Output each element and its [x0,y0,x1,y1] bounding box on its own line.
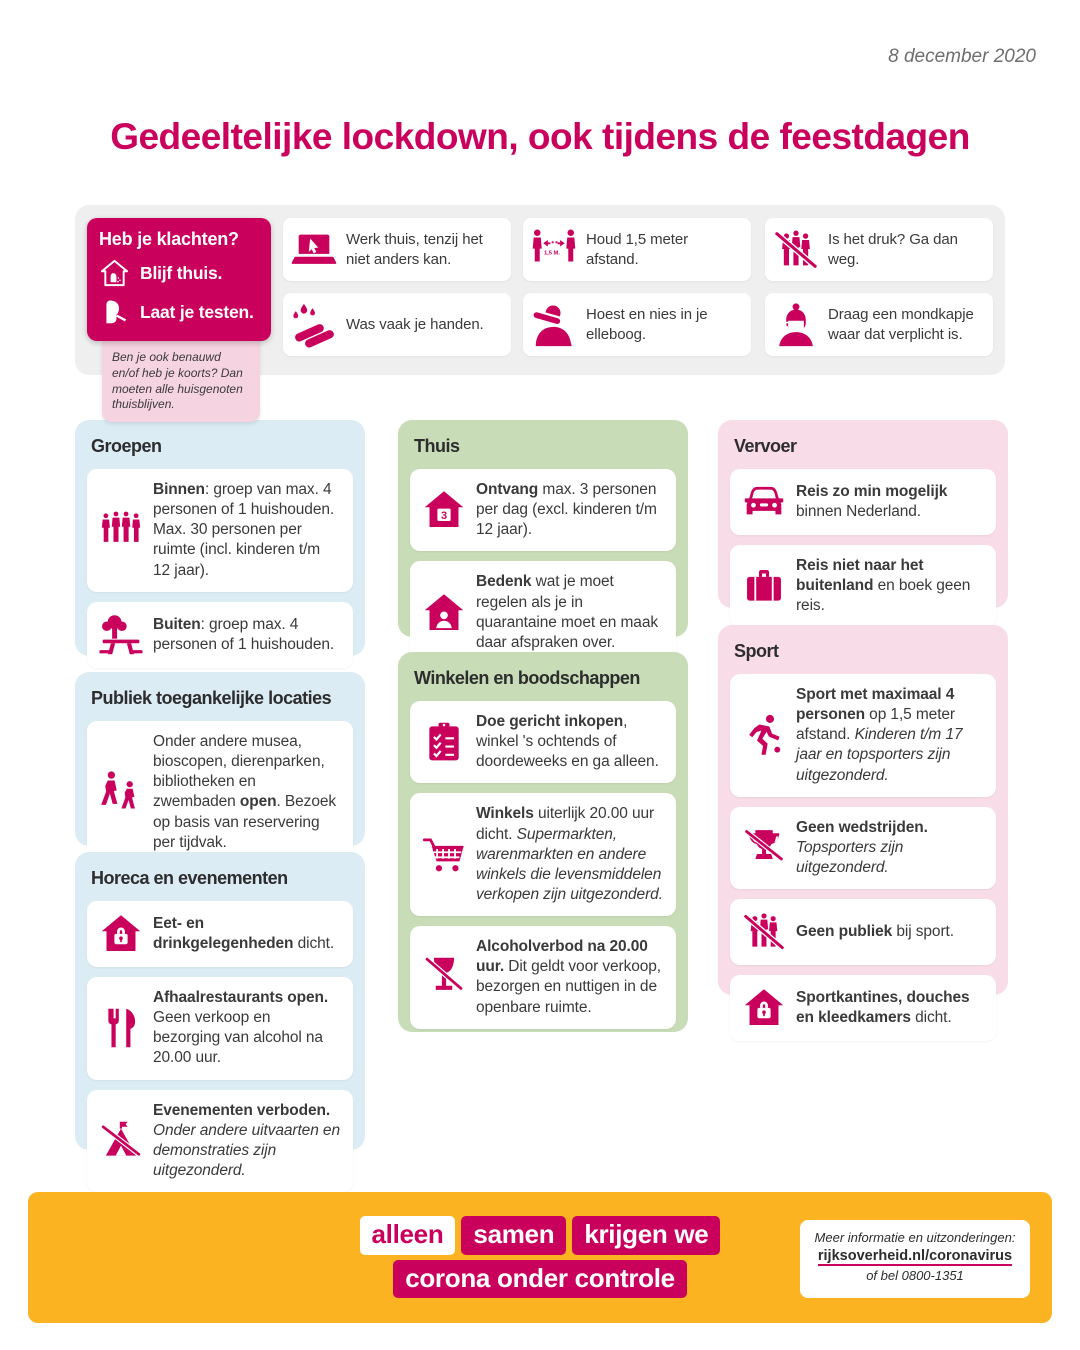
face-mask-icon [773,302,819,348]
klachten-title: Heb je klachten? [99,229,239,249]
no-trophy-icon [742,826,786,870]
rule-text: Werk thuis, tenzij het niet anders kan. [346,231,483,268]
card-horeca-dicht [87,901,353,967]
rule-card-elleboog [523,293,751,356]
card-text: Doe gericht inkopen, winkel 's ochtends of doordeweeks en ga alleen. [476,713,659,771]
card-text: Winkels uiterlijk 20.00 uur dicht. Supermarkten, warenmarkten en andere winkels die levensmiddelen verkopen zijn uitgezonderd. [476,805,663,903]
info-box [800,1220,1030,1298]
card-gericht-inkopen [410,701,676,783]
card-text: Bedenk wat je moet regelen als je in quarantaine moet en maak daar afspraken over. [476,573,658,651]
info-phone: of bel 0800-1351 [866,1267,964,1283]
distance-icon [531,227,577,273]
house-sneeze-icon [99,258,130,289]
picnic-table-icon [99,613,143,657]
klachten-item-blijf-thuis [99,258,259,289]
checklist-icon [422,720,466,764]
card-quarantaine [410,561,676,664]
car-icon [742,480,786,524]
card-winkels-dicht [410,793,676,916]
card-evenementen [87,1090,353,1193]
page-title: Gedeeltelijke lockdown, ook tijdens de feestdagen [110,116,970,157]
event-banned-icon [99,1119,143,1163]
card-text: Sportkantines, douches en kleedkamers dicht. [796,988,970,1027]
laptop-icon [291,227,337,273]
wash-hands-icon [291,302,337,348]
svg-text:3: 3 [440,510,448,523]
card-text: Geen wedstrijden. Topsporters zijn uitgezonderd. [796,818,928,876]
section-title: Sport [734,641,779,661]
people-group-icon [99,508,143,552]
card-text: Eet- en drinkgelegenheden dicht. [153,914,335,952]
card-text: Binnen: groep van max. 4 personen of 1 huishouden. Max. 30 personen per ruimte (incl. kinderen t/m 12 jaar). [153,481,335,579]
rule-card-werk-thuis [283,218,511,281]
section-sport [718,625,1008,1027]
card-text: Reis zo min mogelijk binnen Nederland. [796,482,948,520]
card-text: Evenementen verboden. Onder andere uitvaarten en demonstraties zijn uitgezonderd. [153,1101,340,1179]
rule-card-druk [765,218,993,281]
card-sport-max4 [730,674,996,797]
klachten-item-label: Laat je testen. [140,302,254,322]
runner-icon [742,713,786,757]
rule-text: Houd 1,5 meter afstand. [586,231,688,268]
no-alcohol-icon [422,955,466,999]
section-vervoer [718,420,1008,615]
section-title: Groepen [91,436,162,456]
card-reis-binnenland [730,469,996,535]
card-reis-buitenland [730,545,996,627]
house-max3-icon [422,488,466,532]
shopping-cart-icon [422,833,466,877]
footer-banner [28,1192,1052,1323]
rule-text: Hoest en nies in je elleboog. [586,306,708,343]
section-winkelen [398,652,688,1032]
card-locaties-open [87,721,353,864]
section-title: Winkelen en boodschappen [414,668,640,688]
rule-text: Draag een mondkapje waar dat verplicht is. [828,306,974,343]
rule-card-handen [283,293,511,356]
walking-people-icon [99,770,143,814]
section-title: Publiek toegankelijke locaties [91,688,332,708]
card-sportkantines [730,975,996,1041]
klachten-note: Ben je ook benauwd en/of heb je koorts? Dan moeten alle huisgenoten thuisblijven. [102,341,260,422]
house-person-icon [422,591,466,635]
publication-date: 8 december 2020 [888,46,1036,67]
card-text: Geen publiek bij sport. [796,923,954,941]
card-text: Alcoholverbod na 20.00 uur. Dit geldt voor verkoop, bezorgen en nuttigen in de openbare ruimte. [476,938,662,1016]
rule-text: Was vaak je handen. [346,315,484,333]
rule-card-afstand [523,218,751,281]
card-text: Onder andere musea, bioscopen, dierenparken, bibliotheken en zwembaden open. Bezoek op basis van reservering per tijdvak. [153,733,337,851]
section-thuis [398,420,688,651]
section-groepen [75,420,365,656]
house-lock-icon [99,912,143,956]
card-text: Reis niet naar het buitenland en boek geen reis. [796,557,971,615]
rule-text: Is het druk? Ga dan weg. [828,231,958,268]
klachten-item-label: Blijf thuis. [140,263,223,283]
card-ontvang [410,469,676,551]
card-text: Afhaalrestaurants open. Geen verkoop en bezorging van alcohol na 20.00 uur. [153,989,329,1067]
klachten-item-laat-testen [99,297,259,328]
card-alcoholverbod [410,926,676,1029]
card-text: Buiten: groep max. 4 personen of 1 huishouden. [153,615,335,653]
section-title: Vervoer [734,436,797,456]
card-text: Ontvang max. 3 personen per dag (excl. kinderen t/m 12 jaar). [476,481,657,539]
rule-card-mondkapje [765,293,993,356]
coronavirus-link[interactable]: rijksoverheid.nl/coronavirus [817,1247,1013,1264]
card-afhaal [87,977,353,1080]
elbow-sneeze-icon [531,302,577,348]
slogan-chip-krijgen-we: krijgen we [572,1216,720,1255]
slogan-chip-corona-onder-controle: corona onder controle [393,1260,687,1299]
card-geen-wedstrijden [730,807,996,889]
card-geen-publiek [730,899,996,965]
section-title: Thuis [414,436,460,456]
house-lock-icon [742,986,786,1030]
klachten-card [87,218,271,341]
cutlery-icon [99,1006,143,1050]
section-publieke-locaties [75,672,365,851]
slogan-chip-samen: samen [461,1216,566,1255]
slogan-chip-alleen: alleen [360,1216,456,1255]
no-crowd-icon [742,910,786,954]
head-test-icon [99,297,130,328]
section-title: Horeca en evenementen [91,868,288,888]
card-buiten [87,602,353,668]
card-binnen [87,469,353,592]
section-horeca [75,852,365,1179]
svg-text:1,5 M.: 1,5 M. [543,249,560,256]
suitcase-icon [742,564,786,608]
no-crowd-icon [773,227,819,273]
info-text: Meer informatie en uitzonderingen: [814,1230,1016,1245]
card-text: Sport met maximaal 4 personen op 1,5 meter afstand. Kinderen t/m 17 jaar en topsporters zijn uitgezonderd. [796,686,963,784]
